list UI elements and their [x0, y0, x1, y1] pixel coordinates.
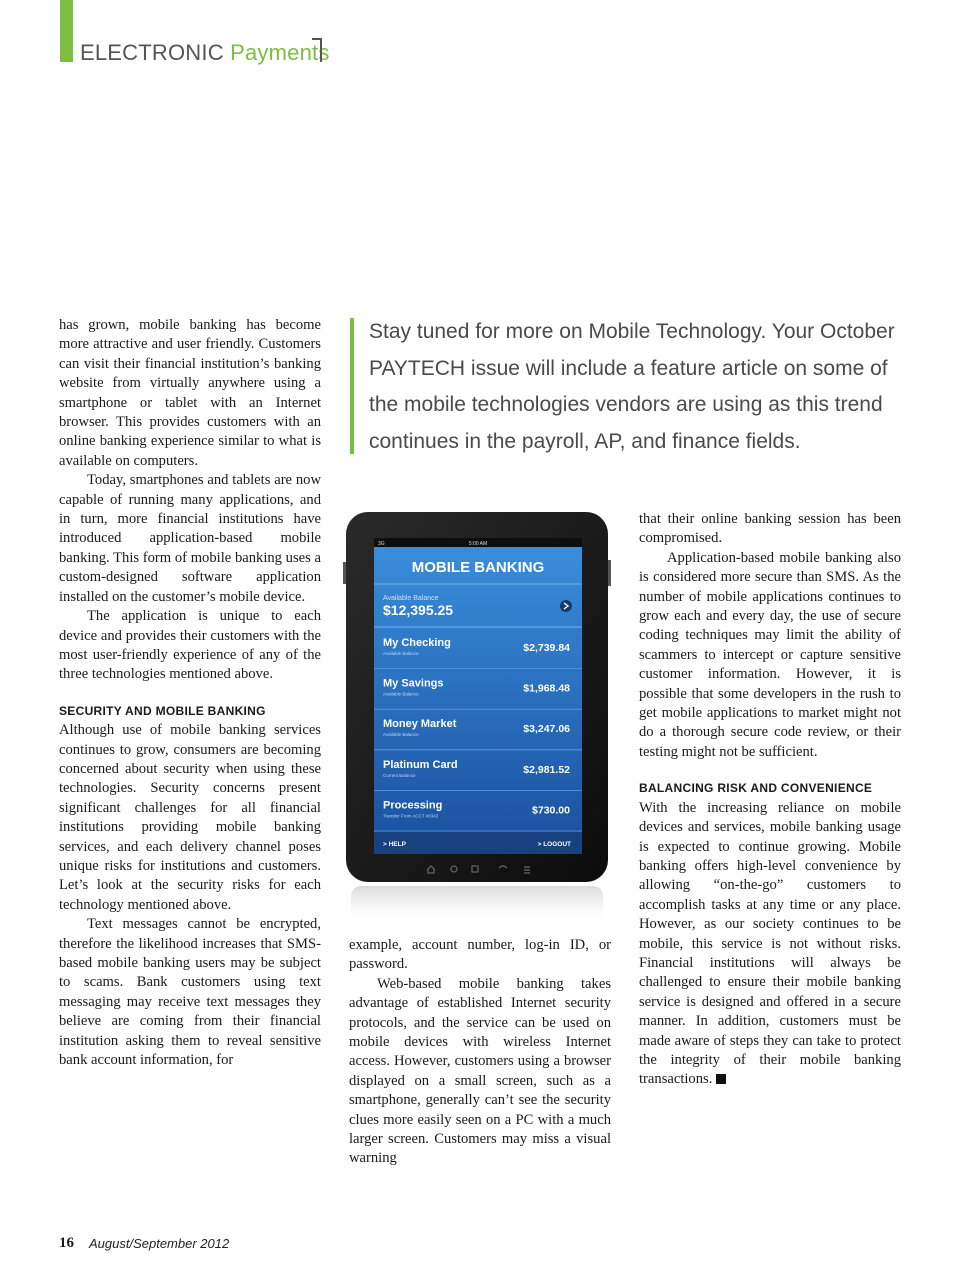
paragraph: Web-based mobile banking takes advantage of established Internet security protocols, and the service can be used on mobile devices with wireless Internet access. However, customers using a browser displayed on a small screen, such as a smartphone, generally can’t see the security clues more easily seen on a PC with a much larger screen. Customers may miss a visual warning — [349, 975, 611, 1167]
pullquote: Stay tuned for more on Mobile Technology. Your October PAYTECH issue will include a feature article on some of the mobile technologies vendors are using as this trend continues in the payroll, AP, and finance fields. — [369, 320, 895, 453]
status-time: 5:00 AM — [468, 541, 488, 547]
paragraph-final — [639, 799, 901, 1090]
paragraph: The application is unique to each device and provides their customers with the most user-friendly experience of any of the three technologies mentioned above. — [59, 608, 321, 683]
tablet-illustration — [341, 510, 613, 930]
column-2 — [349, 936, 611, 1169]
paragraph: example, account number, log-in ID, or password. — [349, 937, 611, 973]
account-sub: Available Balance — [383, 691, 419, 697]
account-amount: $730.00 — [532, 804, 570, 817]
paragraph: Application-based mobile banking also is considered more secure than SMS. As the number of mobile applications continues to grow each and every day, the use of secure coding techniques may limit the ability of scammers to intercept or capture sensitive customer information. However, it is possible that some developers in the rush to get mobile applications to market might not do a thorough secure code review, or their testing might not be sufficient. — [639, 549, 901, 760]
section-color-bar — [60, 0, 73, 62]
account-amount: $2,739.84 — [523, 642, 570, 654]
paragraph: Today, smartphones and tablets are now capable of running many applications, and in turn, more financial institutions have introduced application-based mobile banking. This form of mobile banking uses a custom-designed software application installed on the customer’s mobile device. — [59, 472, 321, 605]
paragraph: Although use of mobile banking services continues to grow, consumers are becoming concerned about security when using these technologies. Security concerns present significant challenges for all financial institutions providing mobile banking services, and each delivery channel poses unique risks for institutions and customers. Let’s look at the security risks for each technology mentioned above. — [59, 722, 321, 913]
paragraph: Text messages cannot be encrypted, therefore the likelihood increases that SMS-based mobile banking users may be subject to scams. Bank customers using text messaging may receive text messages they believe are coming from their financial institution asking them to reveal sensitive bank account information, for — [59, 916, 321, 1069]
account-sub: Available Balance — [383, 732, 419, 738]
balance-arrow-icon — [560, 600, 572, 612]
account-amount: $2,981.52 — [523, 763, 570, 776]
subheading-balancing: BALANCING RISK AND CONVENIENCE — [639, 781, 873, 796]
account-name: Processing — [383, 799, 443, 812]
column-1 — [59, 316, 321, 1070]
section-header — [80, 40, 330, 66]
account-amount: $3,247.06 — [523, 723, 570, 736]
issue-date: August/September 2012 — [89, 1236, 230, 1251]
account-sub: Transfer From ACCT #0342 — [383, 813, 439, 819]
paragraph-text: With the increasing reliance on mobile devices and services, mobile banking usage is expected to continue growing. Mobile banking offers high-level convenience by allowing “on-the-go” customers to accomplish tasks at any time or any place. However, as our society continues to be mobile, this service is not without risks. Financial institutions will always be challenged to ensure their mobile banking service is designed and offered in a secure manner. In addition, customers must be made aware of steps they can take to protect the integrity of their mobile banking transactions. — [639, 799, 901, 1088]
end-mark-icon — [716, 1074, 726, 1084]
header-corner-mark — [312, 38, 322, 62]
help-button: > HELP — [383, 841, 406, 848]
paragraph: that their online banking session has been compromised. — [639, 511, 901, 547]
logout-button: > LOGOUT — [537, 841, 571, 848]
pullquote-bar — [350, 318, 354, 454]
page-number: 16 — [59, 1235, 74, 1251]
tablet-reflection — [351, 886, 603, 926]
account-name: Money Market — [383, 718, 457, 731]
account-name: Platinum Card — [383, 758, 458, 771]
account-name: My Checking — [383, 637, 451, 649]
paragraph: has grown, mobile banking has become more attractive and user friendly. Customers can visit their financial institution’s banking website from virtually anywhere using a smartphone or tablet with an Internet browser. This provides customers with an online banking experience similar to what is available on computers. — [59, 317, 321, 469]
account-name: My Savings — [383, 677, 444, 690]
status-signal: 3G — [378, 541, 385, 547]
section-name: ELECTRONIC — [80, 40, 224, 65]
account-amount: $1,968.48 — [523, 682, 570, 695]
balance-label: Available Balance — [383, 595, 439, 602]
account-sub: Available Balance — [383, 651, 419, 656]
section-accent: Payments — [230, 40, 330, 65]
column-3 — [639, 510, 901, 1090]
account-sub: Current Balance — [383, 772, 416, 778]
app-title: MOBILE BANKING — [411, 559, 545, 576]
subheading-security: SECURITY AND MOBILE BANKING — [59, 703, 266, 718]
balance-value: $12,395.25 — [383, 602, 454, 618]
